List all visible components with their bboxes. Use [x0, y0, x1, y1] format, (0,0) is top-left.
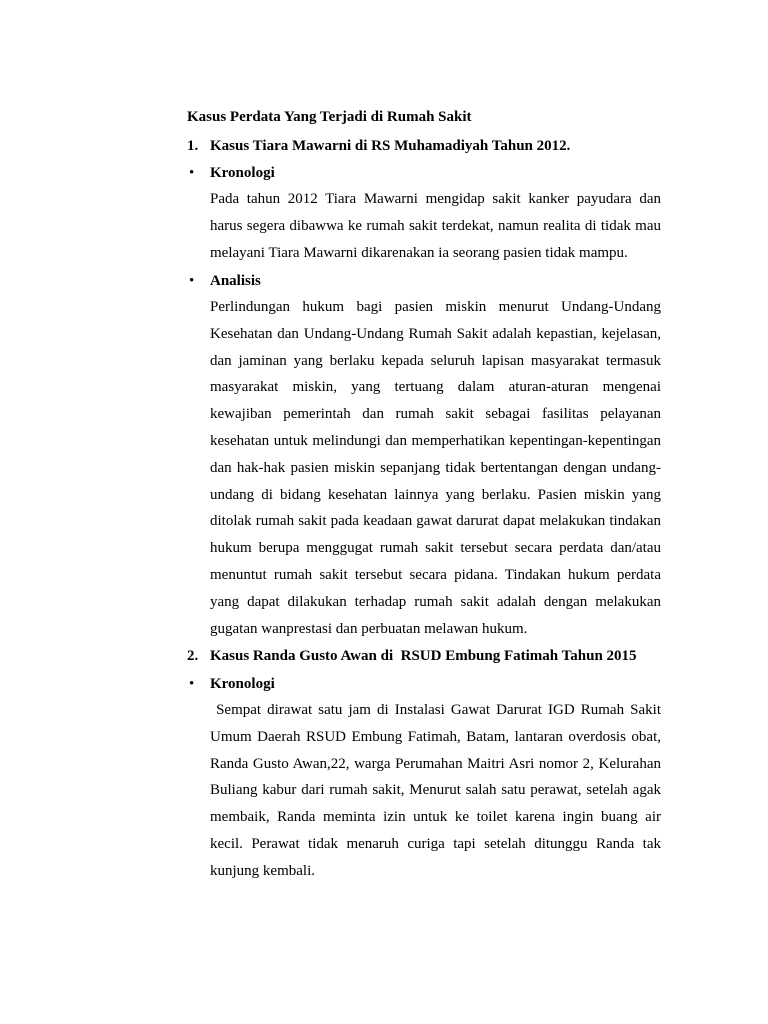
paragraph-line: dan jaminan yang berlaku kepada seluruh lapisan masyarakat termasuk [210, 352, 661, 369]
paragraph-line: Kesehatan dan Undang-Undang Rumah Sakit adalah kepastian, kejelasan, [210, 325, 661, 342]
case-1-title: Kasus Tiara Mawarni di RS Muhamadiyah Tahun 2012. [210, 138, 571, 154]
bullet-icon: • [189, 273, 195, 289]
bullet-icon: • [189, 676, 195, 692]
paragraph-line: yang dapat dilakukan terhadap rumah sakit adalah dengan melakukan [210, 593, 661, 610]
case-2-number: 2. [187, 648, 199, 664]
paragraph-line: Pada tahun 2012 Tiara Mawarni mengidap sakit kanker payudara dan [210, 191, 661, 207]
case-1-kronologi-bullet [189, 165, 275, 182]
paragraph-line: undang di bidang kesehatan lainnya yang berlaku. Pasien miskin yang [210, 486, 661, 503]
paragraph-line: kesehatan untuk melindungi dan memperhatikan kepentingan-kepentingan [210, 432, 661, 449]
paragraph-line: harus segera dibawwa ke rumah sakit terdekat, namun realita di tidak mau [210, 217, 661, 234]
case-1-kronologi-paragraph [210, 186, 661, 266]
paragraph-line: dan hak-hak pasien miskin sepanjang tidak bertentangan dengan undang- [210, 459, 661, 476]
section-label: Kronologi [210, 676, 275, 692]
paragraph-line: Perlindungan hukum bagi pasien miskin menurut Undang-Undang [210, 299, 661, 315]
paragraph-line: Buliang kabur dari rumah sakit, Menurut salah satu perawat, setelah agak [210, 782, 661, 799]
paragraph-line: Umum Daerah RSUD Embung Fatimah, Batam, lantaran overdosis obat, [210, 728, 661, 745]
paragraph-line: melayani Tiara Mawarni dikarenakan ia seorang pasien tidak mampu. [210, 244, 628, 261]
paragraph-line: Sempat dirawat satu jam di Instalasi Gawat Darurat IGD Rumah Sakit [210, 702, 661, 718]
case-2-kronologi-paragraph [210, 697, 661, 885]
paragraph-line: ditolak rumah sakit pada keadaan gawat darurat dapat melakukan tindakan [210, 513, 661, 530]
paragraph-line: gugatan wanprestasi dan perbuatan melawan hukum. [210, 620, 528, 637]
paragraph-line: menuntut rumah sakit tersebut secara pidana. Tindakan hukum perdata [210, 566, 661, 583]
case-1-heading [187, 138, 570, 155]
section-label: Analisis [210, 273, 261, 289]
case-1-analisis-paragraph [210, 294, 661, 642]
case-1-number: 1. [187, 138, 199, 154]
paragraph-line: kewajiban pemerintah dan rumah sakit sebagai fasilitas pelayanan [210, 406, 661, 423]
paragraph-line: kecil. Perawat tidak menaruh curiga tapi setelah ditunggu Randa tak [210, 835, 661, 852]
case-1-analisis-bullet [189, 273, 261, 290]
paragraph-line: kunjung kembali. [210, 862, 315, 879]
case-2-kronologi-bullet [189, 676, 275, 693]
paragraph-line: membaik, Randa meminta izin untuk ke toilet karena ingin buang air [210, 809, 661, 826]
section-label: Kronologi [210, 165, 275, 181]
paragraph-line: masyarakat miskin, yang tertuang dalam aturan-aturan mengenai [210, 379, 661, 396]
case-2-title: Kasus Randa Gusto Awan di RSUD Embung Fatimah Tahun 2015 [210, 648, 637, 664]
case-2-heading [187, 648, 637, 665]
paragraph-line: hukum berupa menggugat rumah sakit tersebut secara perdata dan/atau [210, 540, 661, 557]
paragraph-line: Randa Gusto Awan,22, warga Perumahan Maitri Asri nomor 2, Kelurahan [210, 755, 661, 772]
document-title: Kasus Perdata Yang Terjadi di Rumah Sakit [187, 109, 472, 125]
bullet-icon: • [189, 165, 195, 181]
